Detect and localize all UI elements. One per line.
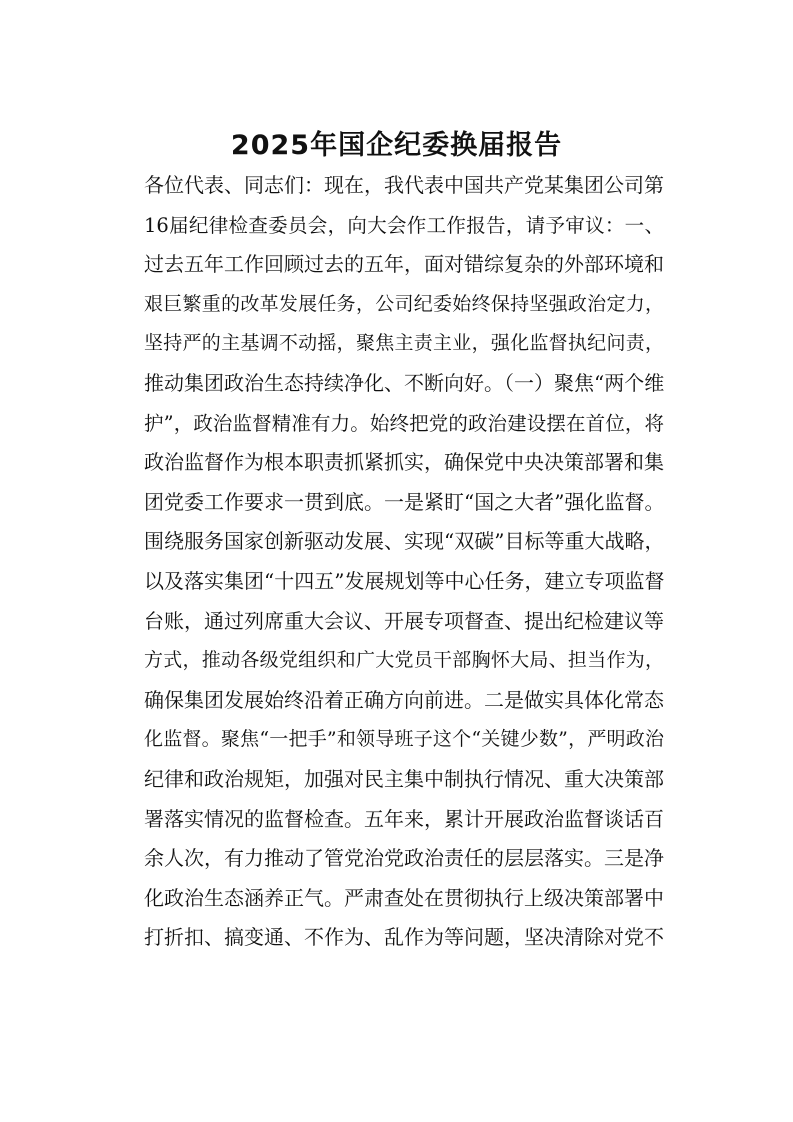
paragraph-line: 余人次，有力推动了管党治党政治责任的层层落实。三是净 bbox=[144, 846, 664, 871]
paragraph-line: 方式，推动各级党组织和广大党员干部胸怀大局、担当作为， bbox=[144, 649, 664, 672]
paragraph-line: 政治监督作为根本职责抓紧抓实，确保党中央决策部署和集 bbox=[144, 450, 664, 475]
document-title: 2025年国企纪委换届报告 bbox=[230, 130, 563, 161]
paragraph-line: 推动集团政治生态持续净化、不断向好。（一）聚焦“两个维 bbox=[144, 370, 665, 395]
paragraph-line: 围绕服务国家创新驱动发展、实现“双碳”目标等重大战略， bbox=[144, 529, 665, 554]
paragraph-line: 化监督。聚焦“一把手”和领导班子这个“关键少数”，严明政治 bbox=[144, 728, 664, 751]
paragraph-line: 艰巨繁重的改革发展任务，公司纪委始终保持坚强政治定力， bbox=[144, 292, 664, 315]
paragraph-line: 过去五年工作回顾过去的五年，面对错综复杂的外部环境和 bbox=[144, 252, 664, 277]
paragraph-line: 署落实情况的监督检查。五年来，累计开展政治监督谈话百 bbox=[144, 806, 664, 831]
paragraph-line: 坚持严的主基调不动摇，聚焦主责主业，强化监督执纪问责， bbox=[144, 332, 664, 355]
document-body bbox=[144, 166, 664, 958]
paragraph-line: 纪律和政治规矩，加强对民主集中制执行情况、重大决策部 bbox=[144, 766, 664, 791]
paragraph-line: 16届纪律检查委员会，向大会作工作报告，请予审议：一、 bbox=[144, 213, 664, 237]
paragraph-line: 以及落实集团“十四五”发展规划等中心任务，建立专项监督 bbox=[144, 568, 665, 593]
paragraph-line: 台账，通过列席重大会议、开展专项督查、提出纪检建议等 bbox=[144, 608, 664, 633]
paragraph-line: 化政治生态涵养正气。严肃查处在贯彻执行上级决策部署中 bbox=[144, 885, 664, 910]
paragraph-line: 各位代表、同志们：现在，我代表中国共产党某集团公司第 bbox=[144, 173, 664, 197]
paragraph-line: 团党委工作要求一贯到底。一是紧盯“国之大者”强化监督。 bbox=[144, 489, 665, 514]
paragraph-line: 护”，政治监督精准有力。始终把党的政治建设摆在首位，将 bbox=[144, 411, 664, 435]
paragraph-line: 打折扣、搞变通、不作为、乱作为等问题，坚决清除对党不 bbox=[144, 925, 664, 950]
paragraph-line: 确保集团发展始终沿着正确方向前进。二是做实具体化常态 bbox=[144, 687, 664, 712]
